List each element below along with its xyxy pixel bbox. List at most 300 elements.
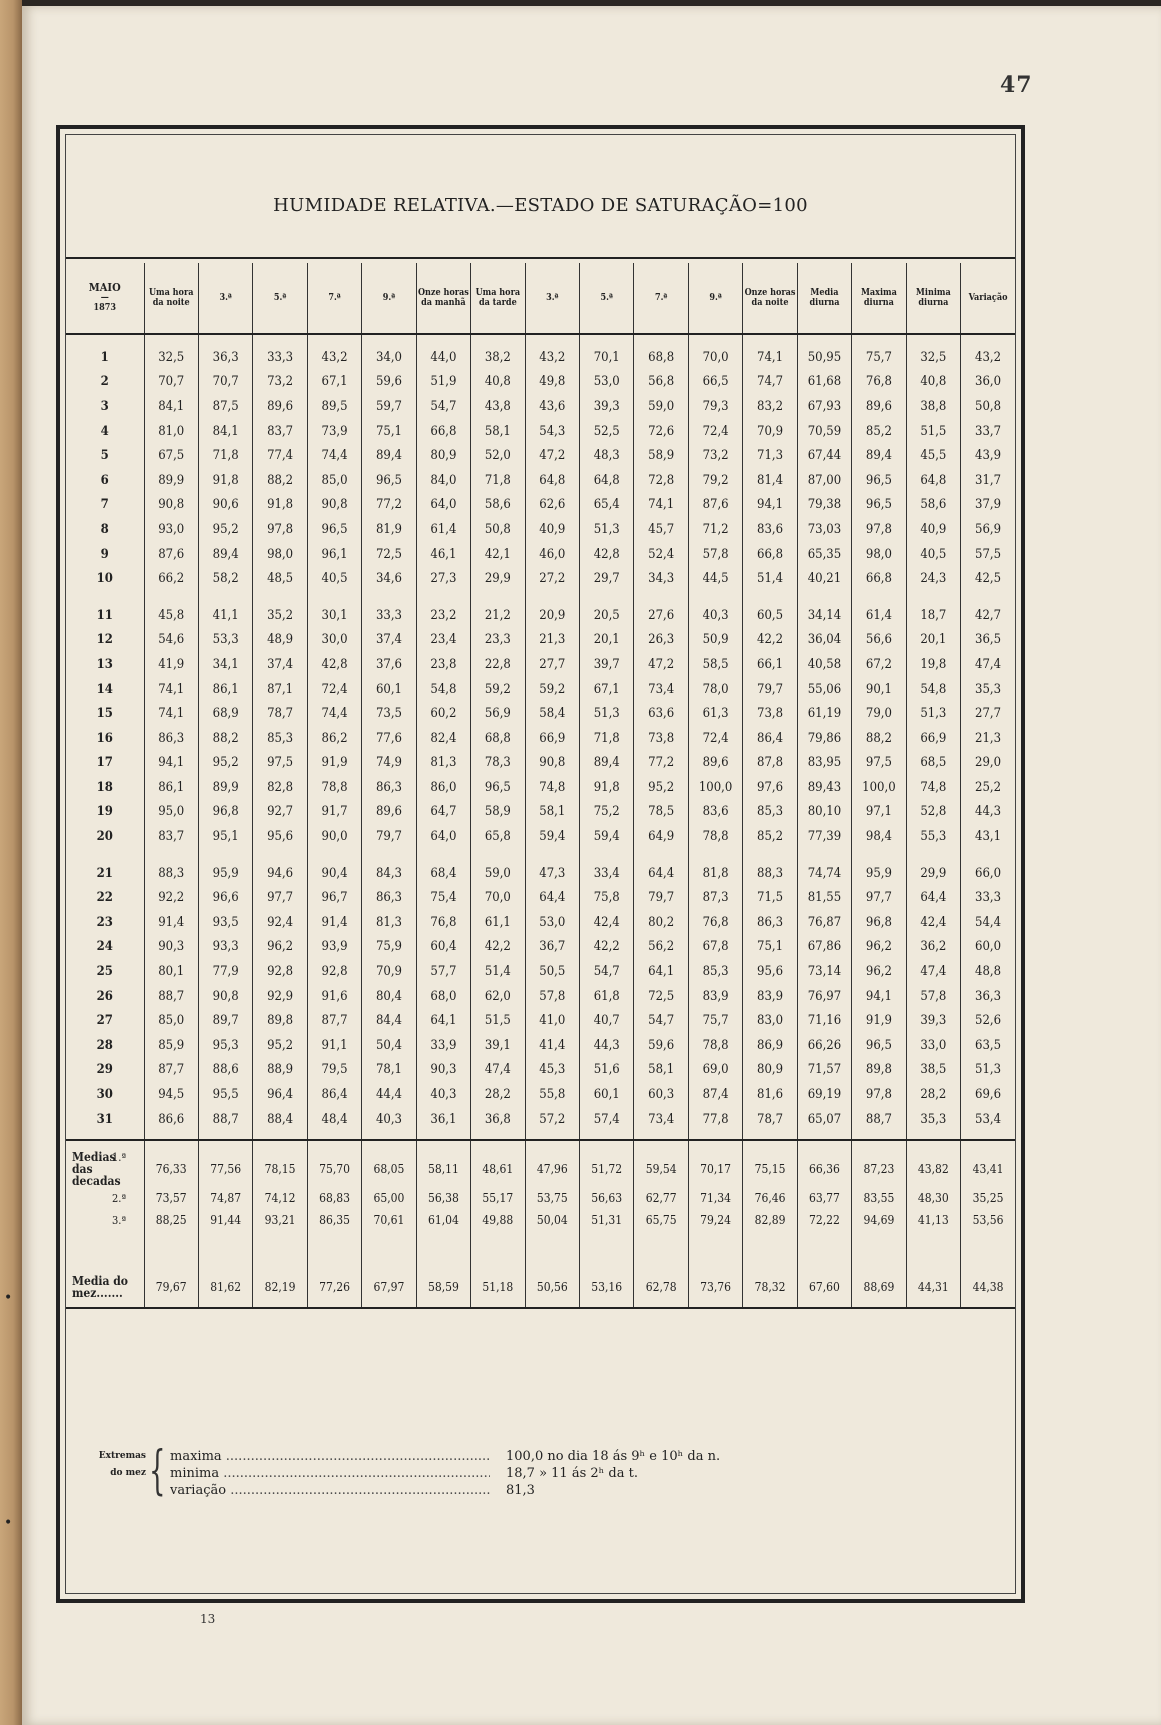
value-cell: 53,16 <box>580 1267 634 1308</box>
table-row <box>66 910 1015 935</box>
spacer-cell <box>66 1131 144 1140</box>
spacer-cell <box>253 1131 307 1140</box>
value-cell: 28,2 <box>906 1082 960 1107</box>
table-row <box>66 1082 1015 1107</box>
value-cell: 95,2 <box>198 517 252 542</box>
spacer-cell <box>580 1140 634 1151</box>
value-cell: 89,6 <box>362 800 416 825</box>
value-cell: 43,6 <box>525 394 579 419</box>
value-cell: 87,7 <box>144 1058 198 1083</box>
spacer-cell <box>580 334 634 345</box>
value-cell: 22,8 <box>471 652 525 677</box>
value-cell: 33,3 <box>253 345 307 370</box>
spacer-cell <box>852 334 906 345</box>
value-cell: 29,9 <box>471 566 525 591</box>
value-cell: 64,8 <box>525 468 579 493</box>
value-cell: 23,3 <box>471 628 525 653</box>
value-cell: 96,2 <box>253 935 307 960</box>
value-cell: 34,1 <box>198 652 252 677</box>
spacer-cell <box>471 1231 525 1267</box>
value-cell: 61,04 <box>416 1209 470 1231</box>
value-cell: 50,9 <box>688 628 742 653</box>
value-cell: 87,00 <box>797 468 851 493</box>
value-cell: 71,57 <box>797 1058 851 1083</box>
value-cell: 92,8 <box>307 959 361 984</box>
value-cell: 77,6 <box>362 726 416 751</box>
value-cell: 70,1 <box>580 345 634 370</box>
value-cell: 55,8 <box>525 1082 579 1107</box>
value-cell: 65,35 <box>797 542 851 567</box>
value-cell: 56,6 <box>852 628 906 653</box>
value-cell: 88,7 <box>852 1107 906 1132</box>
value-cell: 89,4 <box>852 443 906 468</box>
value-cell: 96,5 <box>852 1033 906 1058</box>
value-cell: 81,8 <box>688 861 742 886</box>
value-cell: 44,3 <box>580 1033 634 1058</box>
value-cell: 27,2 <box>525 566 579 591</box>
value-cell: 88,7 <box>144 984 198 1009</box>
value-cell: 41,9 <box>144 652 198 677</box>
value-cell: 86,3 <box>144 726 198 751</box>
table-row <box>66 1008 1015 1033</box>
value-cell: 54,3 <box>525 419 579 444</box>
value-cell: 91,44 <box>198 1209 252 1231</box>
value-cell: 33,0 <box>906 1033 960 1058</box>
table-frame-inner <box>65 134 1016 1594</box>
spacer-cell <box>253 1140 307 1151</box>
value-cell: 45,8 <box>144 603 198 628</box>
value-cell: 82,19 <box>253 1267 307 1308</box>
spacer-cell <box>743 591 797 603</box>
spacer-cell <box>961 849 1015 861</box>
value-cell: 40,21 <box>797 566 851 591</box>
value-cell: 71,8 <box>471 468 525 493</box>
value-cell: 88,3 <box>743 861 797 886</box>
value-cell: 75,70 <box>307 1151 361 1187</box>
value-cell: 75,15 <box>743 1151 797 1187</box>
value-cell: 79,7 <box>362 824 416 849</box>
value-cell: 48,30 <box>906 1187 960 1209</box>
spacer-cell <box>743 849 797 861</box>
value-cell: 96,5 <box>852 493 906 518</box>
table-row <box>66 468 1015 493</box>
value-cell: 90,4 <box>307 861 361 886</box>
value-cell: 56,8 <box>634 370 688 395</box>
extreme-row-variacao <box>170 1482 535 1499</box>
value-cell: 75,9 <box>362 935 416 960</box>
value-cell: 97,5 <box>253 751 307 776</box>
value-cell: 29,0 <box>961 751 1015 776</box>
spacer-cell <box>253 1231 307 1267</box>
value-cell: 89,5 <box>307 394 361 419</box>
value-cell: 51,3 <box>906 701 960 726</box>
table-row <box>66 701 1015 726</box>
value-cell: 81,4 <box>743 468 797 493</box>
value-cell: 96,5 <box>362 468 416 493</box>
value-cell: 66,36 <box>797 1151 851 1187</box>
value-cell: 92,9 <box>253 984 307 1009</box>
value-cell: 36,7 <box>525 935 579 960</box>
value-cell: 73,2 <box>253 370 307 395</box>
day-cell: 20 <box>96 829 113 845</box>
value-cell: 55,06 <box>797 677 851 702</box>
decade-label <box>66 1187 144 1209</box>
value-cell: 62,77 <box>634 1187 688 1209</box>
value-cell: 40,8 <box>471 370 525 395</box>
value-cell: 70,7 <box>144 370 198 395</box>
value-cell: 91,4 <box>144 910 198 935</box>
page-number: 47 <box>1000 72 1033 98</box>
value-cell: 40,3 <box>362 1107 416 1132</box>
value-cell: 85,3 <box>253 726 307 751</box>
value-cell: 96,2 <box>852 935 906 960</box>
value-cell: 27,7 <box>961 701 1015 726</box>
value-cell: 89,6 <box>688 751 742 776</box>
value-cell: 67,97 <box>362 1267 416 1308</box>
value-cell: 44,5 <box>688 566 742 591</box>
value-cell: 58,5 <box>688 652 742 677</box>
value-cell: 79,86 <box>797 726 851 751</box>
spacer-cell <box>797 1131 851 1140</box>
value-cell: 70,61 <box>362 1209 416 1231</box>
value-cell: 91,6 <box>307 984 361 1009</box>
value-cell: 59,2 <box>471 677 525 702</box>
value-cell: 81,55 <box>797 885 851 910</box>
value-cell: 35,3 <box>906 1107 960 1132</box>
spacer-cell <box>961 1231 1015 1267</box>
value-cell: 65,00 <box>362 1187 416 1209</box>
value-cell: 43,2 <box>307 345 361 370</box>
value-cell: 35,3 <box>961 677 1015 702</box>
value-cell: 91,1 <box>307 1033 361 1058</box>
value-cell: 51,31 <box>580 1209 634 1231</box>
value-cell: 89,43 <box>797 775 851 800</box>
value-cell: 82,4 <box>416 726 470 751</box>
value-cell: 38,8 <box>906 394 960 419</box>
day-cell: 2 <box>100 374 109 390</box>
value-cell: 33,3 <box>961 885 1015 910</box>
extremes-heading-text: Extremas do mez <box>98 1451 146 1478</box>
value-cell: 49,8 <box>525 370 579 395</box>
value-cell: 96,4 <box>253 1082 307 1107</box>
day-cell: 29 <box>96 1062 113 1078</box>
day-cell: 23 <box>96 914 113 930</box>
value-cell: 66,9 <box>906 726 960 751</box>
value-cell: 53,0 <box>525 910 579 935</box>
spacer-cell <box>144 1140 198 1151</box>
column-header: Media diurna <box>797 263 851 334</box>
value-cell: 71,2 <box>688 517 742 542</box>
value-cell: 70,0 <box>471 885 525 910</box>
value-cell: 91,9 <box>852 1008 906 1033</box>
value-cell: 80,2 <box>634 910 688 935</box>
spacer-cell <box>253 849 307 861</box>
value-cell: 49,88 <box>471 1209 525 1231</box>
value-cell: 87,1 <box>253 677 307 702</box>
value-cell: 60,3 <box>634 1082 688 1107</box>
value-cell: 47,96 <box>525 1151 579 1187</box>
value-cell: 88,6 <box>198 1058 252 1083</box>
value-cell: 43,9 <box>961 443 1015 468</box>
value-cell: 85,2 <box>852 419 906 444</box>
value-cell: 79,2 <box>688 468 742 493</box>
value-cell: 77,26 <box>307 1267 361 1308</box>
value-cell: 61,68 <box>797 370 851 395</box>
value-cell: 53,56 <box>961 1209 1015 1231</box>
value-cell: 40,9 <box>525 517 579 542</box>
spacer-cell <box>307 591 361 603</box>
value-cell: 39,3 <box>906 1008 960 1033</box>
value-cell: 81,0 <box>144 419 198 444</box>
table-row <box>66 1107 1015 1132</box>
spacer-cell <box>362 1231 416 1267</box>
spacer-row <box>66 334 1015 345</box>
value-cell: 79,3 <box>688 394 742 419</box>
value-cell: 68,4 <box>416 861 470 886</box>
value-cell: 64,9 <box>634 824 688 849</box>
value-cell: 34,6 <box>362 566 416 591</box>
value-cell: 72,5 <box>634 984 688 1009</box>
extreme-value: 81,3 <box>506 1483 535 1498</box>
value-cell: 40,58 <box>797 652 851 677</box>
value-cell: 81,9 <box>362 517 416 542</box>
value-cell: 92,7 <box>253 800 307 825</box>
value-cell: 37,6 <box>362 652 416 677</box>
spacer-cell <box>471 1131 525 1140</box>
column-header: Maxima diurna <box>852 263 906 334</box>
value-cell: 64,8 <box>906 468 960 493</box>
value-cell: 61,4 <box>416 517 470 542</box>
spacer-cell <box>961 334 1015 345</box>
value-cell: 46,0 <box>525 542 579 567</box>
value-cell: 42,4 <box>580 910 634 935</box>
day-cell: 4 <box>100 423 109 439</box>
table-header-row <box>66 263 1015 334</box>
value-cell: 85,2 <box>743 824 797 849</box>
value-cell: 60,5 <box>743 603 797 628</box>
value-cell: 51,18 <box>471 1267 525 1308</box>
value-cell: 52,0 <box>471 443 525 468</box>
spacer-cell <box>307 1231 361 1267</box>
page-title: HUMIDADE RELATIVA.—ESTADO DE SATURAÇÃO=100 <box>273 195 808 216</box>
decade-ordinal: 3.ª <box>112 1213 127 1227</box>
spacer-cell <box>525 591 579 603</box>
spacer-cell <box>580 849 634 861</box>
spacer-cell <box>144 591 198 603</box>
value-cell: 58,6 <box>906 493 960 518</box>
value-cell: 51,4 <box>471 959 525 984</box>
spacer-row <box>66 1140 1015 1151</box>
extreme-value: 100,0 no dia 18 ás 9ʰ e 10ʰ da n. <box>506 1449 721 1464</box>
value-cell: 98,4 <box>852 824 906 849</box>
value-cell: 81,3 <box>362 910 416 935</box>
extremes-rows <box>170 1448 721 1499</box>
value-cell: 29,7 <box>580 566 634 591</box>
value-cell: 47,4 <box>961 652 1015 677</box>
table-row <box>66 493 1015 518</box>
value-cell: 67,60 <box>797 1267 851 1308</box>
value-cell: 95,2 <box>198 751 252 776</box>
value-cell: 74,1 <box>743 345 797 370</box>
day-cell: 7 <box>100 497 109 513</box>
value-cell: 38,5 <box>906 1058 960 1083</box>
value-cell: 56,63 <box>580 1187 634 1209</box>
value-cell: 78,5 <box>634 800 688 825</box>
value-cell: 70,0 <box>688 345 742 370</box>
day-cell: 16 <box>96 730 113 746</box>
value-cell: 81,6 <box>743 1082 797 1107</box>
value-cell: 80,10 <box>797 800 851 825</box>
value-cell: 67,5 <box>144 443 198 468</box>
value-cell: 73,9 <box>307 419 361 444</box>
spacer-cell <box>362 1140 416 1151</box>
value-cell: 97,7 <box>852 885 906 910</box>
spacer-cell <box>525 334 579 345</box>
value-cell: 37,4 <box>362 628 416 653</box>
value-cell: 96,6 <box>198 885 252 910</box>
column-header: Variação <box>961 263 1015 334</box>
spacer-cell <box>471 334 525 345</box>
value-cell: 80,1 <box>144 959 198 984</box>
spacer-cell <box>198 849 252 861</box>
value-cell: 36,2 <box>906 935 960 960</box>
value-cell: 35,25 <box>961 1187 1015 1209</box>
value-cell: 47,3 <box>525 861 579 886</box>
value-cell: 27,3 <box>416 566 470 591</box>
spacer-cell <box>416 1231 470 1267</box>
value-cell: 68,05 <box>362 1151 416 1187</box>
table-row <box>66 677 1015 702</box>
margin-mark: • <box>4 1290 13 1306</box>
decade-ordinal: 1.ª <box>112 1151 127 1165</box>
spacer-cell <box>743 1140 797 1151</box>
day-cell: 14 <box>96 681 113 697</box>
value-cell: 97,8 <box>852 517 906 542</box>
value-cell: 71,3 <box>743 443 797 468</box>
value-cell: 56,2 <box>634 935 688 960</box>
value-cell: 54,7 <box>580 959 634 984</box>
value-cell: 73,8 <box>743 701 797 726</box>
value-cell: 95,1 <box>198 824 252 849</box>
value-cell: 74,7 <box>743 370 797 395</box>
value-cell: 91,7 <box>307 800 361 825</box>
value-cell: 42,2 <box>580 935 634 960</box>
spacer-cell <box>144 1231 198 1267</box>
value-cell: 73,4 <box>634 1107 688 1132</box>
value-cell: 60,0 <box>961 935 1015 960</box>
spacer-cell <box>198 1231 252 1267</box>
value-cell: 60,2 <box>416 701 470 726</box>
value-cell: 58,1 <box>634 1058 688 1083</box>
value-cell: 30,1 <box>307 603 361 628</box>
value-cell: 23,8 <box>416 652 470 677</box>
value-cell: 81,3 <box>416 751 470 776</box>
value-cell: 47,4 <box>471 1058 525 1083</box>
value-cell: 87,6 <box>688 493 742 518</box>
day-cell: 31 <box>96 1111 113 1127</box>
value-cell: 95,9 <box>852 861 906 886</box>
value-cell: 77,4 <box>253 443 307 468</box>
value-cell: 48,61 <box>471 1151 525 1187</box>
column-header: 3.ª <box>525 263 579 334</box>
spacer-cell <box>852 1140 906 1151</box>
value-cell: 96,8 <box>852 910 906 935</box>
value-cell: 65,8 <box>471 824 525 849</box>
value-cell: 66,0 <box>961 861 1015 886</box>
value-cell: 59,4 <box>525 824 579 849</box>
value-cell: 71,8 <box>198 443 252 468</box>
value-cell: 56,9 <box>471 701 525 726</box>
value-cell: 73,2 <box>688 443 742 468</box>
spacer-cell <box>688 849 742 861</box>
value-cell: 83,95 <box>797 751 851 776</box>
value-cell: 95,9 <box>198 861 252 886</box>
table-wrap <box>66 263 1015 1309</box>
value-cell: 69,19 <box>797 1082 851 1107</box>
value-cell: 59,7 <box>362 394 416 419</box>
header-month-dash: — <box>100 293 109 303</box>
value-cell: 21,2 <box>471 603 525 628</box>
value-cell: 57,8 <box>688 542 742 567</box>
value-cell: 64,1 <box>416 1008 470 1033</box>
value-cell: 86,6 <box>144 1107 198 1132</box>
value-cell: 88,69 <box>852 1267 906 1308</box>
value-cell: 54,7 <box>416 394 470 419</box>
column-header: 7.ª <box>307 263 361 334</box>
value-cell: 88,2 <box>198 726 252 751</box>
value-cell: 50,8 <box>471 517 525 542</box>
value-cell: 92,2 <box>144 885 198 910</box>
table-row <box>66 885 1015 910</box>
decade-label <box>66 1151 144 1187</box>
value-cell: 95,2 <box>253 1033 307 1058</box>
value-cell: 40,3 <box>688 603 742 628</box>
value-cell: 71,34 <box>688 1187 742 1209</box>
spacer-cell <box>634 849 688 861</box>
value-cell: 86,3 <box>362 775 416 800</box>
value-cell: 65,07 <box>797 1107 851 1132</box>
spacer-cell <box>66 849 144 861</box>
table-row <box>66 984 1015 1009</box>
value-cell: 46,1 <box>416 542 470 567</box>
value-cell: 77,56 <box>198 1151 252 1187</box>
value-cell: 79,7 <box>634 885 688 910</box>
value-cell: 21,3 <box>525 628 579 653</box>
table-row <box>66 443 1015 468</box>
value-cell: 82,89 <box>743 1209 797 1231</box>
value-cell: 51,4 <box>743 566 797 591</box>
value-cell: 53,75 <box>525 1187 579 1209</box>
value-cell: 53,3 <box>198 628 252 653</box>
decade-mean-row <box>66 1151 1015 1187</box>
value-cell: 86,4 <box>307 1082 361 1107</box>
column-header: 3.ª <box>198 263 252 334</box>
value-cell: 54,7 <box>634 1008 688 1033</box>
table-row <box>66 394 1015 419</box>
spacer-cell <box>634 1131 688 1140</box>
value-cell: 39,1 <box>471 1033 525 1058</box>
value-cell: 61,1 <box>471 910 525 935</box>
value-cell: 94,69 <box>852 1209 906 1231</box>
value-cell: 89,6 <box>253 394 307 419</box>
value-cell: 55,3 <box>906 824 960 849</box>
spacer-cell <box>198 334 252 345</box>
day-cell: 27 <box>96 1013 113 1029</box>
value-cell: 74,1 <box>634 493 688 518</box>
value-cell: 40,5 <box>307 566 361 591</box>
value-cell: 54,6 <box>144 628 198 653</box>
value-cell: 94,5 <box>144 1082 198 1107</box>
